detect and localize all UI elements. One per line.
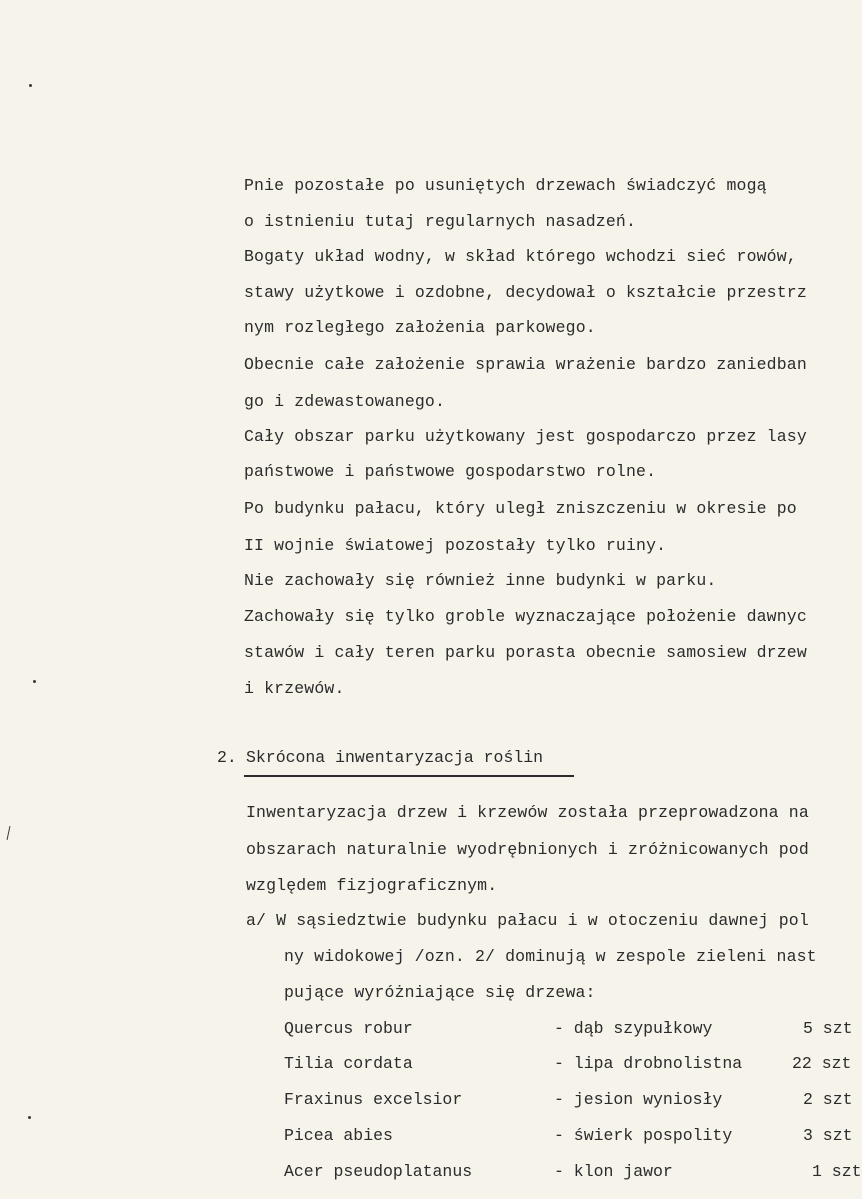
- paragraph-line: nym rozległego założenia parkowego.: [244, 318, 596, 337]
- species-count: 5 szt: [803, 1019, 853, 1038]
- section-line: obszarach naturalnie wyodrębnionych i zróżnicowanych pod: [246, 840, 809, 859]
- paragraph-line: Pnie pozostałe po usuniętych drzewach świadczyć mogą: [244, 176, 767, 195]
- section-line: względem fizjograficznym.: [246, 876, 498, 895]
- section-number: 2.: [217, 748, 237, 767]
- paragraph-line: państwowe i państwowe gospodarstwo rolne.: [244, 462, 657, 481]
- paragraph-line: Nie zachowały się również inne budynki w parku.: [244, 571, 717, 590]
- scan-speck: [33, 680, 36, 683]
- species-polish-name: - dąb szypułkowy: [554, 1019, 713, 1038]
- section-line: Inwentaryzacja drzew i krzewów została przeprowadzona na: [246, 803, 809, 822]
- paragraph-line: i krzewów.: [244, 679, 345, 698]
- section-title: Skrócona inwentaryzacja roślin: [246, 748, 544, 767]
- paragraph-line: Bogaty układ wodny, w skład którego wchodzi sieć rowów,: [244, 247, 797, 266]
- section-title-underline: [244, 775, 574, 777]
- scan-speck: [29, 84, 32, 87]
- item-a-line: pujące wyróżniające się drzewa:: [284, 983, 596, 1002]
- species-polish-name: - klon jawor: [554, 1162, 673, 1181]
- paragraph-line: go i zdewastowanego.: [244, 392, 446, 411]
- paragraph-line: Po budynku pałacu, który uległ zniszczeniu w okresie po: [244, 499, 797, 518]
- species-polish-name: - lipa drobnolistna: [554, 1054, 743, 1073]
- species-polish-name: - świerk pospolity: [554, 1126, 733, 1145]
- paragraph-line: II wojnie światowej pozostały tylko ruiny.: [244, 536, 667, 555]
- species-latin-name: Tilia cordata: [284, 1054, 413, 1073]
- species-latin-name: Acer pseudoplatanus: [284, 1162, 473, 1181]
- species-polish-name: - jesion wyniosły: [554, 1090, 723, 1109]
- paragraph-line: stawy użytkowe i ozdobne, decydował o kształcie przestrz: [244, 283, 807, 302]
- scan-speck: [28, 1116, 31, 1119]
- paragraph-line: o istnieniu tutaj regularnych nasadzeń.: [244, 212, 637, 231]
- species-latin-name: Picea abies: [284, 1126, 393, 1145]
- paragraph-line: Obecnie całe założenie sprawia wrażenie bardzo zaniedban: [244, 355, 807, 374]
- species-count: 1 szt: [812, 1162, 862, 1181]
- species-count: 22 szt: [792, 1054, 852, 1073]
- species-count: 3 szt: [803, 1126, 853, 1145]
- paragraph-line: stawów i cały teren parku porasta obecnie samosiew drzew: [244, 643, 807, 662]
- paragraph-line: Cały obszar parku użytkowany jest gospodarczo przez lasy: [244, 427, 807, 446]
- species-count: 2 szt: [803, 1090, 853, 1109]
- paragraph-line: Zachowały się tylko groble wyznaczające położenie dawnyc: [244, 607, 807, 626]
- item-a-line: ny widokowej /ozn. 2/ dominują w zespole zieleni nast: [284, 947, 817, 966]
- species-latin-name: Quercus robur: [284, 1019, 413, 1038]
- scan-scratch: [7, 826, 11, 840]
- item-a-line: a/ W sąsiedztwie budynku pałacu i w otoczeniu dawnej pol: [246, 911, 809, 930]
- species-latin-name: Fraxinus excelsior: [284, 1090, 463, 1109]
